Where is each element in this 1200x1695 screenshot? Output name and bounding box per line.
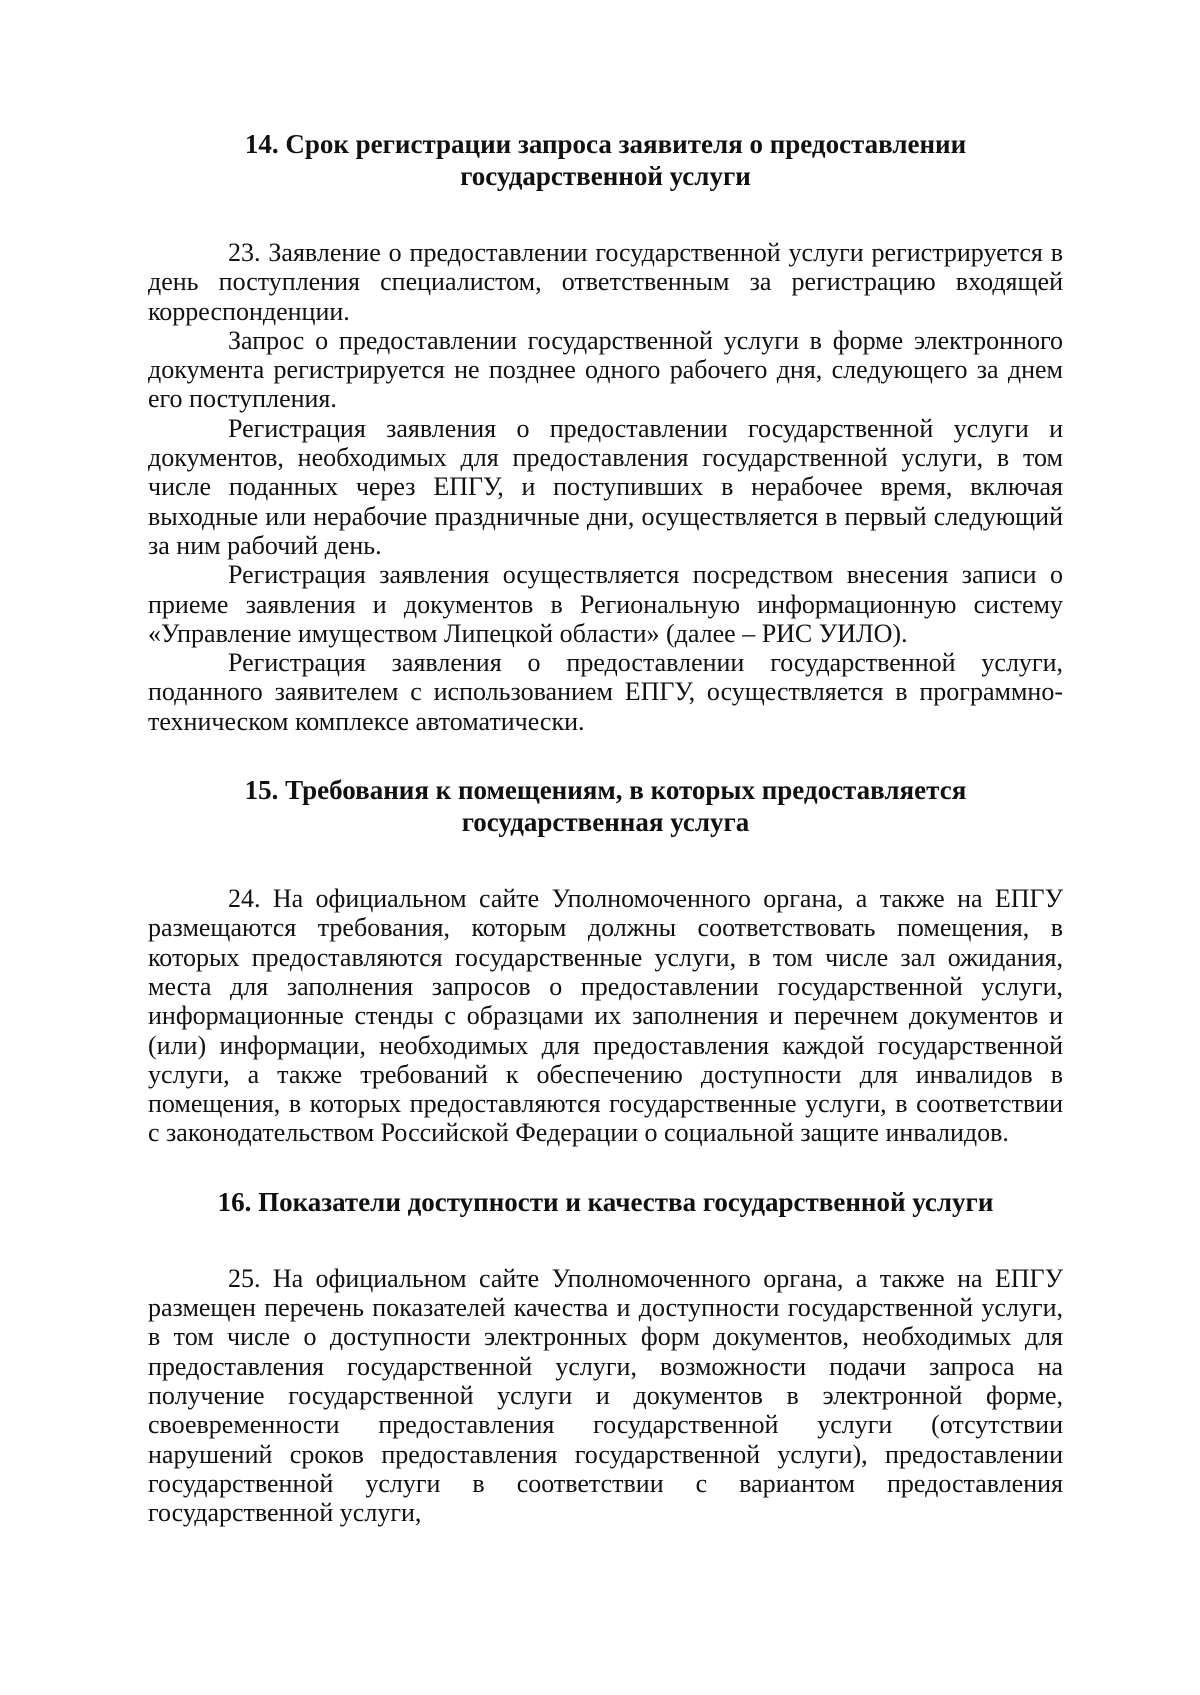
paragraph: Регистрация заявления о предоставлении государственной услуги и документов, необходимых для предоставления государственной услуги, в том числе поданных через ЕПГУ, и поступивших в нерабочее время, включая выходные или нерабочие праздничные дни, осуществляется в первый следующий за ним рабочий день. — [148, 413, 1063, 560]
spacer — [148, 1218, 1063, 1264]
paragraph-24: 24. На официальном сайте Уполномоченного органа, а также на ЕПГУ размещаются требования, которым должны соответствовать помещения, в которых предоставляются государственные услуги, в том числе зал ожидания, места для заполнения запросов о предоставлении государственной услуги, информационные стенды с образцами их заполнения и перечнем документов и (или) информации, необходимых для предоставления каждой государственной услуги, а также требований к обеспечению доступности для инвалидов в помещения, в которых предоставляются государственные услуги, в соответствии с законодательством Российской Федерации о социальной защите инвалидов. — [148, 884, 1063, 1148]
spacer — [148, 838, 1063, 884]
document-page — [148, 128, 1063, 1527]
paragraph: Регистрация заявления осуществляется посредством внесения записи о приеме заявления и документов в Региональную информационную систему «Управление имуществом Липецкой области» (далее – РИС УИЛО). — [148, 560, 1063, 648]
section-15-heading: 15. Требования к помещениям, в которых предоставляется государственная услуга — [244, 775, 967, 838]
section-16-heading: 16. Показатели доступности и качества государственной услуги — [217, 1186, 994, 1217]
paragraph: Запрос о предоставлении государственной услуги в форме электронного документа регистрируется не позднее одного рабочего дня, следующего за днем его поступления. — [148, 325, 1063, 414]
section-14-heading: 14. Срок регистрации запроса заявителя о предоставлении государственной услуги — [244, 129, 967, 191]
spacer — [148, 1148, 1063, 1186]
spacer — [148, 736, 1063, 774]
paragraph-23: 23. Заявление о предоставлении государственной услуги регистрируется в день поступления специалистом, ответственным за регистрацию входящей корреспонденции. — [148, 238, 1063, 326]
paragraph: Регистрация заявления о предоставлении государственной услуги, поданного заявителем с использованием ЕПГУ, осуществляется в программно-техническом комплексе автоматически. — [148, 648, 1063, 736]
spacer — [148, 192, 1063, 238]
paragraph-25: 25. На официальном сайте Уполномоченного органа, а также на ЕПГУ размещен перечень показателей качества и доступности государственной услуги, в том числе о доступности электронных форм документов, необходимых для предоставления государственной услуги, возможности подачи запроса на получение государственной услуги и документов в электронной форме, своевременности предоставления государственной услуги (отсутствии нарушений сроков предоставления государственной услуги), предоставлении государственной услуги в соответствии с вариантом предоставления государственной услуги, — [148, 1263, 1063, 1528]
